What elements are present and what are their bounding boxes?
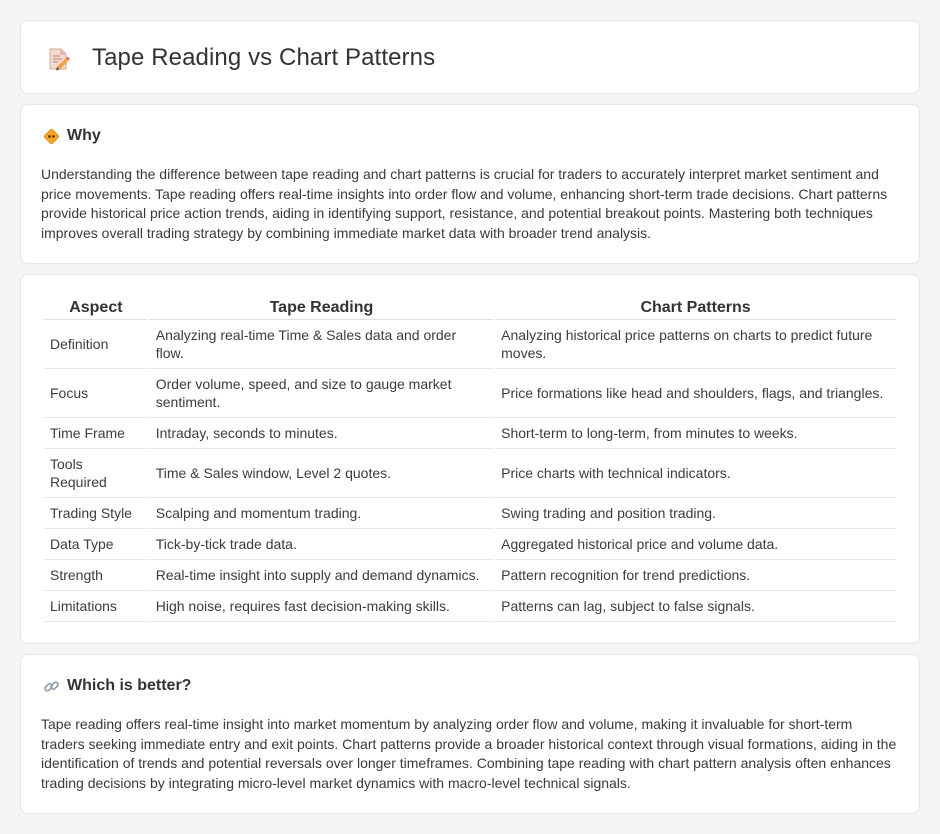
chart-cell: Pattern recognition for trend predictions. xyxy=(495,560,896,591)
page-title: Tape Reading vs Chart Patterns xyxy=(92,44,436,71)
header-aspect: Aspect xyxy=(44,295,148,320)
better-body: Tape reading offers real-time insight into market momentum by analyzing order flow and volume, making it invaluable for short-term traders seeking immediate entry and exit points. Chart patterns provide a broader historical context through visual formations, aiding in the identification of trends and potential reversals over longer timeframes. Combining tape reading with chart pattern analysis often enhances trading decisions by integrating micro-level market dynamics with macro-level technical signals. xyxy=(41,716,897,791)
comparison-card xyxy=(20,274,920,644)
which-is-better-card xyxy=(20,654,920,814)
tape-cell: Time & Sales window, Level 2 quotes. xyxy=(150,449,493,498)
chart-cell: Swing trading and position trading. xyxy=(495,498,896,529)
tape-cell: Analyzing real-time Time & Sales data and order flow. xyxy=(150,320,493,369)
header xyxy=(45,21,435,95)
header-card xyxy=(20,20,920,94)
tape-cell: Scalping and momentum trading. xyxy=(150,498,493,529)
header-chart-patterns: Chart Patterns xyxy=(495,295,896,320)
aspect-cell: Trading Style xyxy=(44,498,148,529)
aspect-cell: Strength xyxy=(44,560,148,591)
table-row xyxy=(44,449,896,498)
better-title: Which is better? xyxy=(67,677,192,694)
table-row xyxy=(44,369,896,418)
diamond-sign-icon xyxy=(43,128,60,145)
why-body: Understanding the difference between tape reading and chart patterns is crucial for traders to accurately interpret market sentiment and price movements. Tape reading offers real-time insights into order flow and volume, enhancing short-term trade decisions. Chart patterns provide historical price action trends, aiding in identifying support, resistance, and potential breakout points. Mastering both techniques improves overall trading strategy by combining immediate market data with broader trend analysis. xyxy=(41,166,888,241)
chart-cell: Analyzing historical price patterns on charts to predict future moves. xyxy=(495,320,896,369)
document-pencil-icon xyxy=(45,46,71,72)
tape-cell: Real-time insight into supply and demand dynamics. xyxy=(150,560,493,591)
tape-cell: Tick-by-tick trade data. xyxy=(150,529,493,560)
comparison-table xyxy=(42,295,898,622)
better-heading xyxy=(43,677,191,695)
chart-cell: Short-term to long-term, from minutes to weeks. xyxy=(495,418,896,449)
link-icon xyxy=(43,678,60,695)
aspect-cell: Limitations xyxy=(44,591,148,622)
table-row xyxy=(44,418,896,449)
tape-cell: Order volume, speed, and size to gauge market sentiment. xyxy=(150,369,493,418)
table-row xyxy=(44,320,896,369)
table-row xyxy=(44,498,896,529)
why-card xyxy=(20,104,920,264)
why-title: Why xyxy=(67,127,101,144)
table-row xyxy=(44,560,896,591)
header-tape-reading: Tape Reading xyxy=(150,295,493,320)
table-row xyxy=(44,529,896,560)
why-heading xyxy=(43,127,101,145)
aspect-cell: Definition xyxy=(44,320,148,369)
chart-cell: Aggregated historical price and volume data. xyxy=(495,529,896,560)
chart-cell: Price charts with technical indicators. xyxy=(495,449,896,498)
aspect-cell: Focus xyxy=(44,369,148,418)
aspect-cell: Tools Required xyxy=(44,449,148,498)
table-header-row xyxy=(44,295,896,320)
aspect-cell: Data Type xyxy=(44,529,148,560)
tape-cell: High noise, requires fast decision-making skills. xyxy=(150,591,493,622)
aspect-cell: Time Frame xyxy=(44,418,148,449)
chart-cell: Price formations like head and shoulders, flags, and triangles. xyxy=(495,369,896,418)
tape-cell: Intraday, seconds to minutes. xyxy=(150,418,493,449)
chart-cell: Patterns can lag, subject to false signals. xyxy=(495,591,896,622)
table-row xyxy=(44,591,896,622)
